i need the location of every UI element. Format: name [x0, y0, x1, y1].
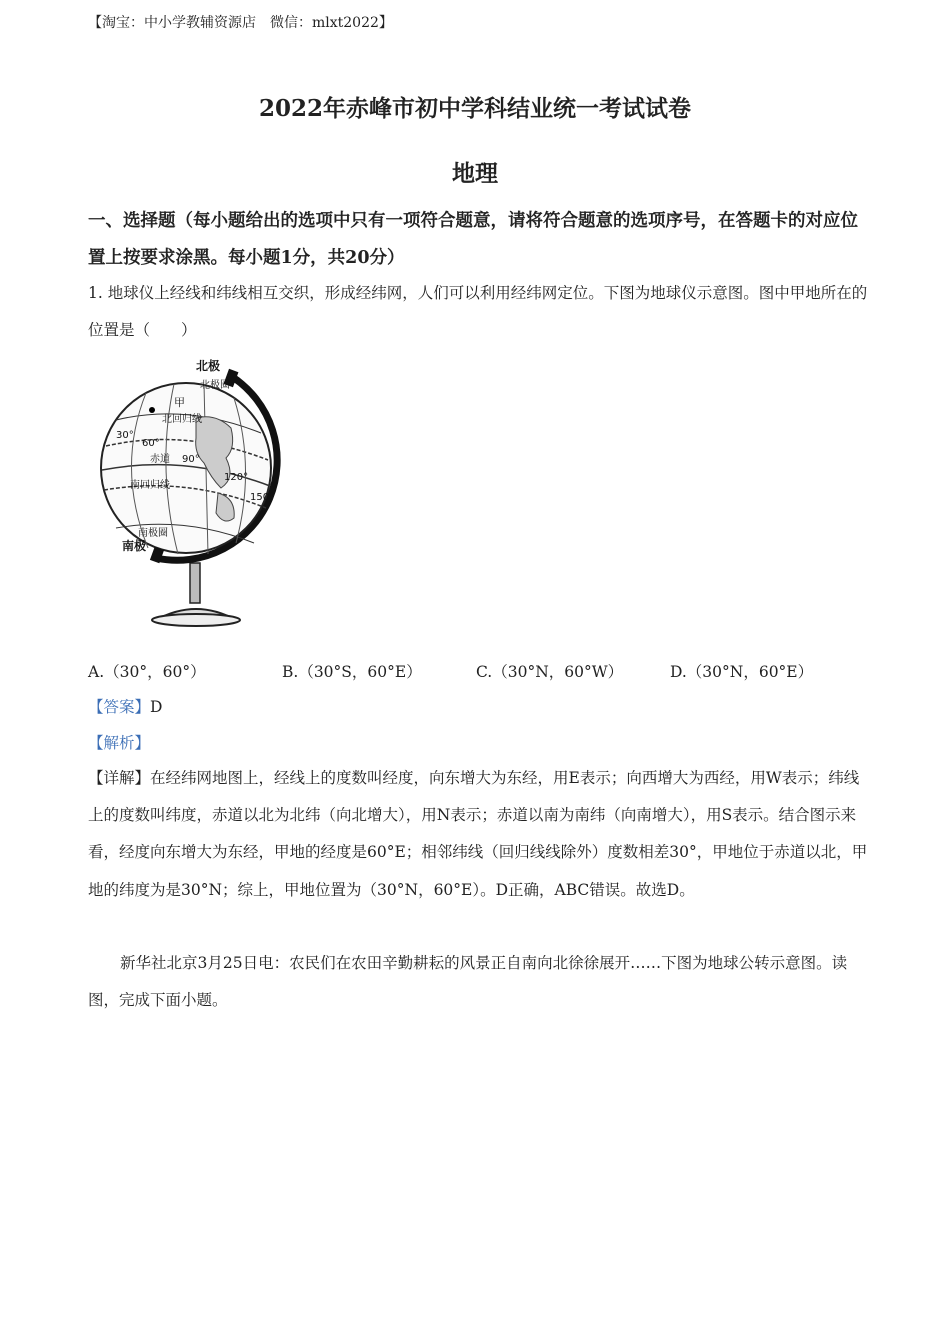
subject-title: 地理 [452, 160, 498, 187]
globe-illustration [86, 358, 304, 628]
tropic-cancer-label: 北回归线 [162, 414, 202, 425]
equator-label: 赤道 [150, 454, 170, 465]
antarctic-circle-label: 南极圈 [138, 528, 168, 539]
arctic-circle-label: 北极圈 [200, 380, 230, 391]
globe-stand-pole [190, 563, 200, 603]
question-1-options [88, 660, 888, 690]
point-jia-label: 甲 [174, 396, 185, 409]
analysis-tag: 【解析】 [88, 734, 151, 752]
lon-120-label: 120° [224, 472, 249, 483]
page-title: 2022年赤峰市初中学科结业统一考试试卷 [258, 95, 691, 122]
option-a[interactable]: A.（30°，60°） [88, 663, 206, 681]
north-pole-label: 北极 [196, 359, 221, 373]
option-b[interactable]: B.（30°S，60°E） [282, 663, 422, 681]
south-pole-label: 南极 [122, 539, 147, 553]
lon-30-label: 30° [116, 430, 134, 441]
answer-tag: 【答案】 [88, 698, 151, 716]
globe-figure [86, 358, 304, 628]
lon-90-label: 90° [182, 454, 200, 465]
option-c[interactable]: C.（30°N，60°W） [476, 663, 624, 681]
detail-explanation: 【详解】在经纬网地图上，经线上的度数叫经度，向东增大为东经，用E表示；向西增大为西经，用W表示；纬线上的度数叫纬度，赤道以北为北纬（向北增大），用N表示；赤道以南为南纬（向南增大），用S表示。结合图示来看，经度向东增大为东经，甲地的经度是60°E；相邻纬线（回归线线除外）度数相差30°，甲地位于赤道以北，甲地的纬度为是30°N；综上，甲地位置为（30°N，60°E）。D正确，ABC错误。故选D。 [88, 769, 868, 899]
section-heading: 一、选择题（每小题给出的选项中只有一项符合题意，请将符合题意的选项序号，在答题卡的对应位置上按要求涂黑。每小题1分，共20分） [88, 211, 858, 268]
answer-line [88, 695, 162, 717]
header-note: 【淘宝：中小学教辅资源店 微信：mlxt2022】 [88, 15, 393, 31]
point-jia-marker [149, 407, 155, 413]
question-1-stem: 1. 地球仪上经线和纬线相互交织，形成经纬网，人们可以利用经纬网定位。下图为地球仪示意图。图中甲地所在的位置是（ ） [88, 284, 868, 339]
option-d[interactable]: D.（30°N，60°E） [670, 663, 814, 681]
lon-60-label: 60° [142, 438, 160, 449]
answer-value: D [150, 698, 163, 716]
lon-150-label: 150° [250, 492, 275, 503]
news-intro: 新华社北京3月25日电：农民们在农田辛勤耕耘的风景正自南向北徐徐展开……下图为地球公转示意图。读图，完成下面小题。 [88, 954, 848, 1009]
tropic-capricorn-label: 南回归线 [130, 480, 170, 491]
